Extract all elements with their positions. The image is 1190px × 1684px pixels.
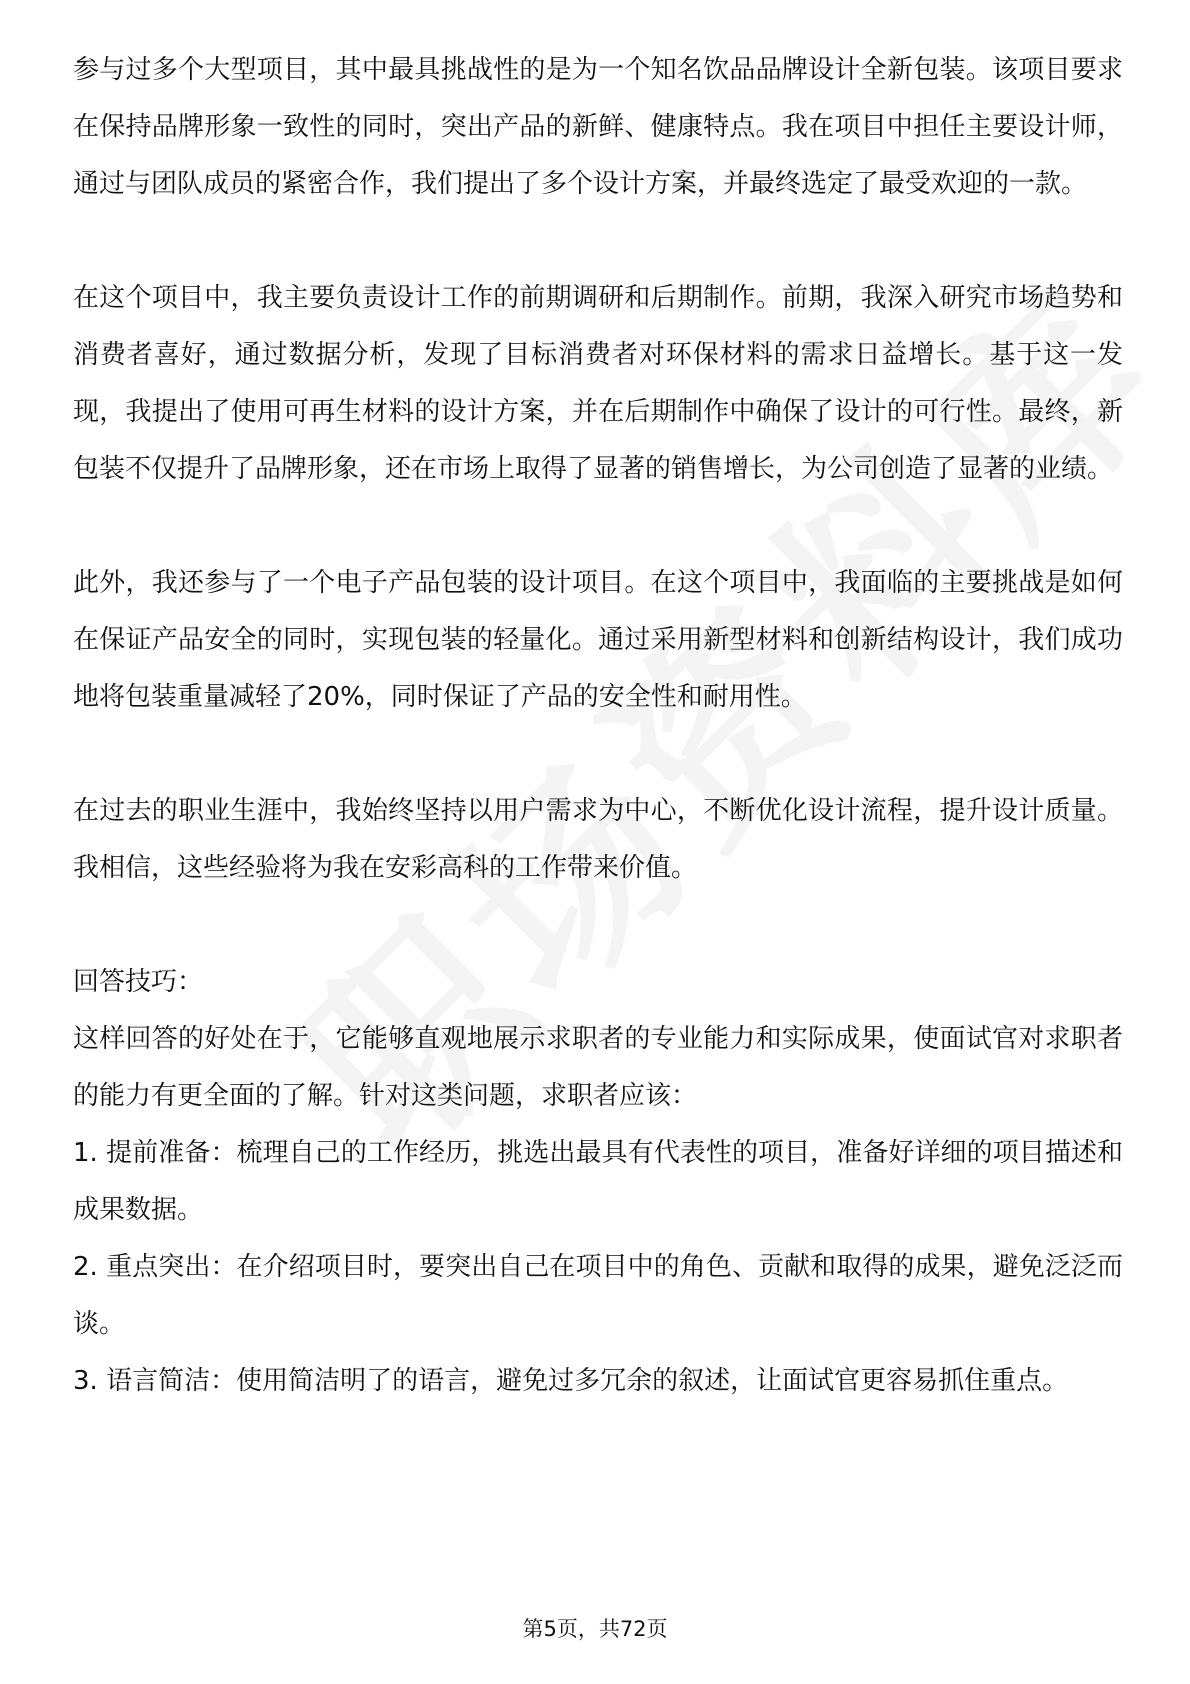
tip-item: 1. 提前准备：梳理自己的工作经历，挑选出最具有代表性的项目，准备好详细的项目描述和成果数据。: [73, 1138, 1123, 1225]
tips-heading: 回答技巧：: [73, 967, 204, 997]
body-paragraph: 在过去的职业生涯中，我始终坚持以用户需求为中心，不断优化设计流程，提升设计质量。我相信，这些经验将为我在安彩高科的工作带来价值。: [73, 796, 1123, 883]
document-body: [73, 42, 1123, 1410]
answer-tips-section: [73, 954, 1123, 1410]
tip-item: 2. 重点突出：在介绍项目时，要突出自己在项目中的角色、贡献和取得的成果，避免泛泛而谈。: [73, 1252, 1123, 1339]
page-number: 第5页，共72页: [522, 1617, 668, 1641]
tips-intro: 这样回答的好处在于，它能够直观地展示求职者的专业能力和实际成果，使面试官对求职者的能力有更全面的了解。针对这类问题，求职者应该：: [73, 1024, 1123, 1111]
body-paragraph: 参与过多个大型项目，其中最具挑战性的是为一个知名饮品品牌设计全新包装。该项目要求在保持品牌形象一致性的同时，突出产品的新鲜、健康特点。我在项目中担任主要设计师，通过与团队成员的紧密合作，我们提出了多个设计方案，并最终选定了最受欢迎的一款。: [73, 55, 1123, 199]
body-paragraph: 在这个项目中，我主要负责设计工作的前期调研和后期制作。前期，我深入研究市场趋势和消费者喜好，通过数据分析，发现了目标消费者对环保材料的需求日益增长。基于这一发现，我提出了使用可再生材料的设计方案，并在后期制作中确保了设计的可行性。最终，新包装不仅提升了品牌形象，还在市场上取得了显著的销售增长，为公司创造了显著的业绩。: [73, 283, 1123, 484]
body-paragraph: 此外，我还参与了一个电子产品包装的设计项目。在这个项目中，我面临的主要挑战是如何在保证产品安全的同时，实现包装的轻量化。通过采用新型材料和创新结构设计，我们成功地将包装重量减轻了20%，同时保证了产品的安全性和耐用性。: [73, 568, 1123, 712]
tip-item: 3. 语言简洁：使用简洁明了的语言，避免过多冗余的叙述，让面试官更容易抓住重点。: [73, 1366, 1069, 1396]
